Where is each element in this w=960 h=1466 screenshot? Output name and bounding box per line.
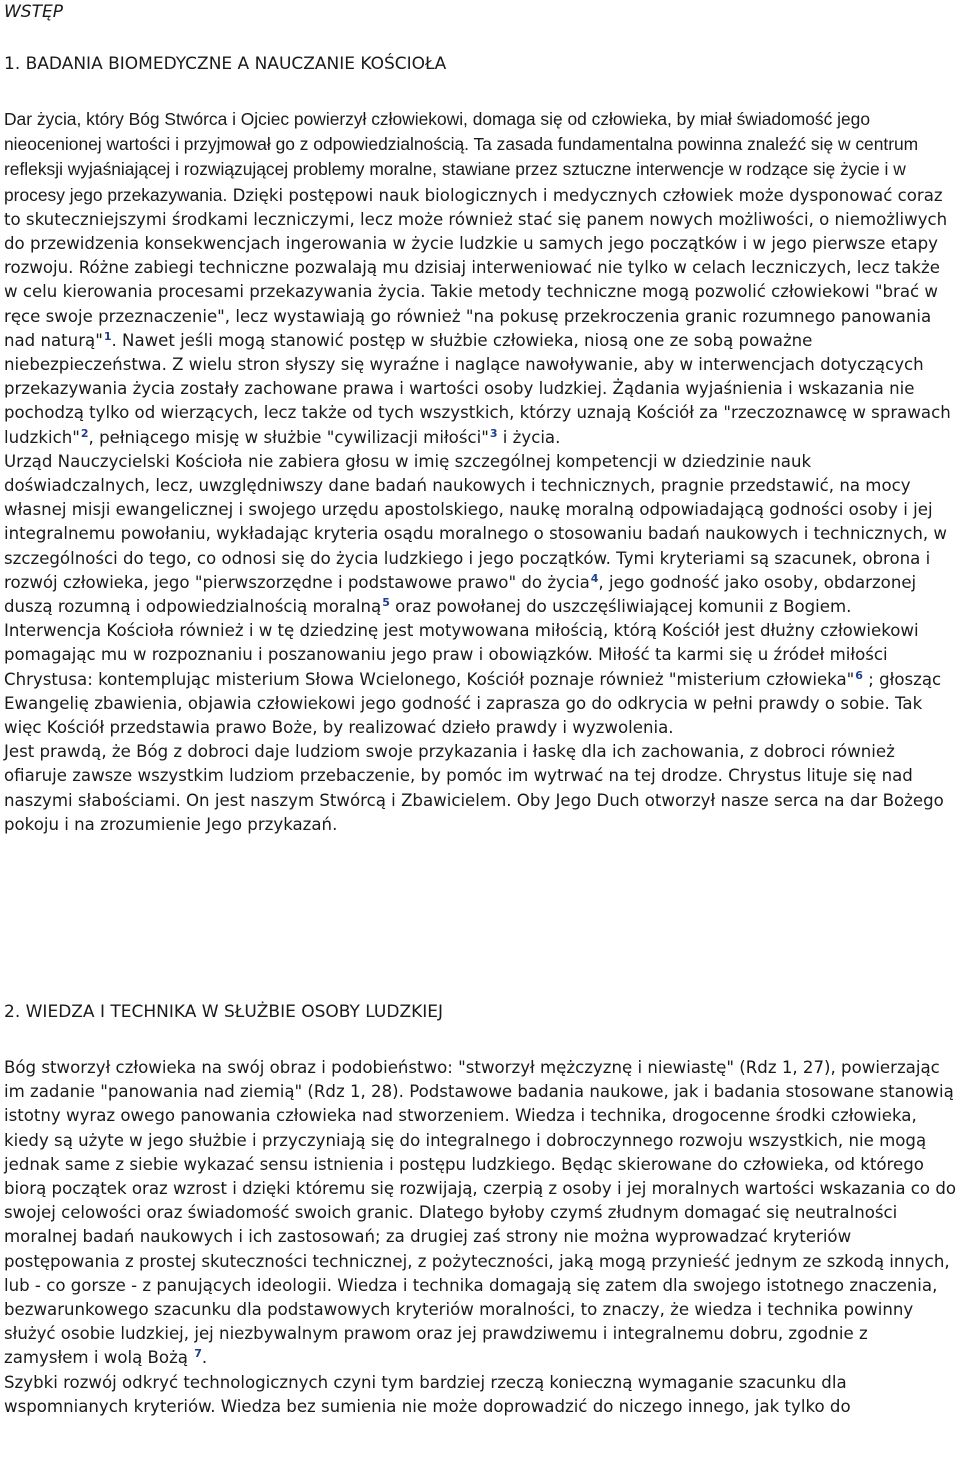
- section-1-paragraph-2: [4, 450, 956, 619]
- footnote-ref-2[interactable]: 2: [80, 426, 89, 440]
- section-1-paragraph-4: Jest prawdą, że Bóg z dobroci daje ludziom swoje przykazania i łaskę dla ich zachowania, z dobroci również ofiaruje zawsze wszystkim ludziom przebaczenie, by pomóc im wytrwać na tej drodze. Chrystus lituje się nad naszymi słabościami. On jest naszym Stwórcą i Zbawicielem. Oby Jego Duch otworzył nasze serca na dar Bożego pokoju i na zrozumienie Jego przykazań.: [4, 742, 944, 834]
- footnote-ref-1[interactable]: 1: [103, 329, 112, 343]
- section-2-body: [4, 1056, 956, 1419]
- paragraph-text: Bóg stworzył człowieka na swój obraz i podobieństwo: "stworzył mężczyznę i niewiastę" (Rdz 1, 27), powierzając im zadanie "panowania nad ziemią" (Rdz 1, 28). Podstawowe badania naukowe, jak i badania stosowane stanowią istotny wyraz owego panowania człowieka nad stworzeniem. Wiedza i technika, drogocenne środki człowieka, kiedy są użyte w jego służbie i przyczyniają się do integralnego i dobroczynnego rozwoju wszystkich, nie mogą jednak same z siebie wykazać sensu istnienia i postępu ludzkiego. Będąc skierowane do człowieka, od którego biorą początek oraz wzrost i dzięki któremu się rozwijają, czerpią z osoby i jej moralnych wartości wskazania co do swojej celowości oraz świadomość swoich granic. Dlatego byłoby czymś złudnym domagać się neutralności moralnej badań naukowych i ich zastosowań; za drugiej zaś strony nie można wyprowadzać kryteriów postępowania z prostej skuteczności technicznej, z pożyteczności, jaką mogą przynieść jednym ze szkodą innych, lub - co gorsze - z panujących ideologii. Wiedza i technika domagają się zatem dla swojego istotnego znaczenia, bezwarunkowego szacunku dla podstawowych kryteriów moralności, to znaczy, że wiedza i technika powinny służyć osobie ludzkiej, jej niezbywalnym prawom oraz jej prawdziwemu i integralnemu dobru, zgodnie z zamysłem i wolą Bożą: [4, 1058, 957, 1368]
- paragraph-text: , jego godność jako osoby, obdarzonej duszą rozumną i odpowiedzialnością moralną: [4, 572, 917, 617]
- section-1-title: 1. BADANIA BIOMEDYCZNE A NAUCZANIE KOŚCIOŁA: [4, 54, 447, 74]
- paragraph-text: . Nawet jeśli mogą stanowić postęp w służbie człowieka, niosą one ze sobą poważne niebezpieczeństwa. Z wielu stron słyszy się wyraźne i naglące nawoływanie, aby w interwencjach dotyczących przekazywania życia zostały zachowane prawa i wartości osoby ludzkiej. Żądania wyjaśnienia i wskazania nie pochodzą tylko od wierzących, lecz także od tych wszystkich, którzy uznają Kościół za "rzeczoznawcę w sprawach ludzkich": [4, 330, 951, 447]
- footnote-ref-5[interactable]: 5: [382, 596, 390, 610]
- footnote-ref-4[interactable]: 4: [590, 571, 599, 585]
- paragraph-text: Dar życia, który Bóg Stwórca i Ojciec powierzył człowiekowi, domaga się od człowieka, by miał świadomość jego nieocenionej wartości i przyjmował go z odpowiedzialnością. Ta zasada fundamentalna powinna znaleźć się w centrum refleksji wyjaśniającej i rozwiązującej problemy moralne, stawiane przez sztuczne interwencje w rodzące się życie i w procesy jego przekazywania.: [4, 109, 919, 205]
- section-2-paragraph-2: Szybki rozwój odkryć technologicznych czyni tym bardziej rzeczą konieczną wymaganie szacunku dla wspomnianych kryteriów. Wiedza bez sumienia nie może doprowadzić do niczego innego, jak tylko do: [4, 1372, 851, 1416]
- paragraph-text: ; głosząc Ewangelię zbawienia, objawia człowiekowi jego godność i zaprasza go do odkrycia w pełni prawdy o sobie. Tak więc Kościół przedstawia prawo Boże, by realizować dzieło prawdy i wyzwolenia.: [4, 669, 942, 738]
- section-1-paragraph-3: [4, 619, 956, 740]
- section-2-title: 2. WIEDZA I TECHNIKA W SŁUŻBIE OSOBY LUDZKIEJ: [4, 1002, 444, 1022]
- paragraph-text: i życia.: [497, 427, 561, 447]
- paragraph-text: Dzięki postępowi nauk biologicznych i medycznych człowiek może dysponować coraz to skuteczniejszymi środkami leczniczymi, lecz może również stać się panem nowych możliwości, o niemożliwych do przewidzenia konsekwencjach ingerowania w życie ludzkie u samych jego początków i w jego pierwsze etapy rozwoju. Różne zabiegi techniczne pozwalają mu dzisiaj interweniować nie tylko w celach leczniczych, lecz także w celu kierowania procesami przekazywania życia. Takie metody techniczne mogą pozwolić człowiekowi "brać w ręce swoje przeznaczenie", lecz wystawiają go również "na pokusę przekroczenia granic rozumnego panowania nad naturą": [4, 185, 948, 350]
- paragraph-text: oraz powołanej do uszczęśliwiającej komunii z Bogiem.: [389, 597, 852, 617]
- section-1-body: [4, 107, 956, 837]
- paragraph-text: Interwencja Kościoła również i w tę dziedzinę jest motywowana miłością, którą Kościół jest dłużny człowiekowi pomagając mu w rozpoznaniu i poszanowaniu jego praw i obowiązków. Miłość ta karmi się u źródeł miłości Chrystusa: kontemplując misterium Słowa Wcielonego, Kościół poznaje również "misterium człowieka": [4, 621, 919, 689]
- footnote-ref-6[interactable]: 6: [855, 668, 863, 682]
- paragraph-text: .: [201, 1348, 208, 1368]
- section-1-paragraph-1: [4, 107, 956, 450]
- footnote-ref-7[interactable]: 7: [194, 1347, 202, 1361]
- paragraph-text: , pełniącego misję w służbie "cywilizacji miłości": [88, 427, 489, 447]
- intro-heading: WSTĘP: [4, 2, 63, 22]
- document-page: [4, 0, 957, 1416]
- paragraph-text: Urząd Nauczycielski Kościoła nie zabiera głosu w imię szczególnej kompetencji w dziedzinie nauk doświadczalnych, lecz, uwzględniwszy dane badań naukowych i technicznych, pragnie przedstawić, na mocy własnej misji ewangelicznej i swojego urzędu apostolskiego, naukę moralną odpowiadającą godności osoby i jej integralnemu powołaniu, wykładając kryteria osądu moralnego o stosowaniu badań naukowych i technicznych, w szczególności do tego, co odnosi się do życia ludzkiego i jego początków. Tymi kryteriami są szacunek, obrona i rozwój człowieka, jego "pierwszorzędne i podstawowe prawo" do życia: [4, 451, 948, 592]
- section-2-paragraph-1: [4, 1056, 956, 1371]
- footnote-ref-3[interactable]: 3: [489, 426, 498, 440]
